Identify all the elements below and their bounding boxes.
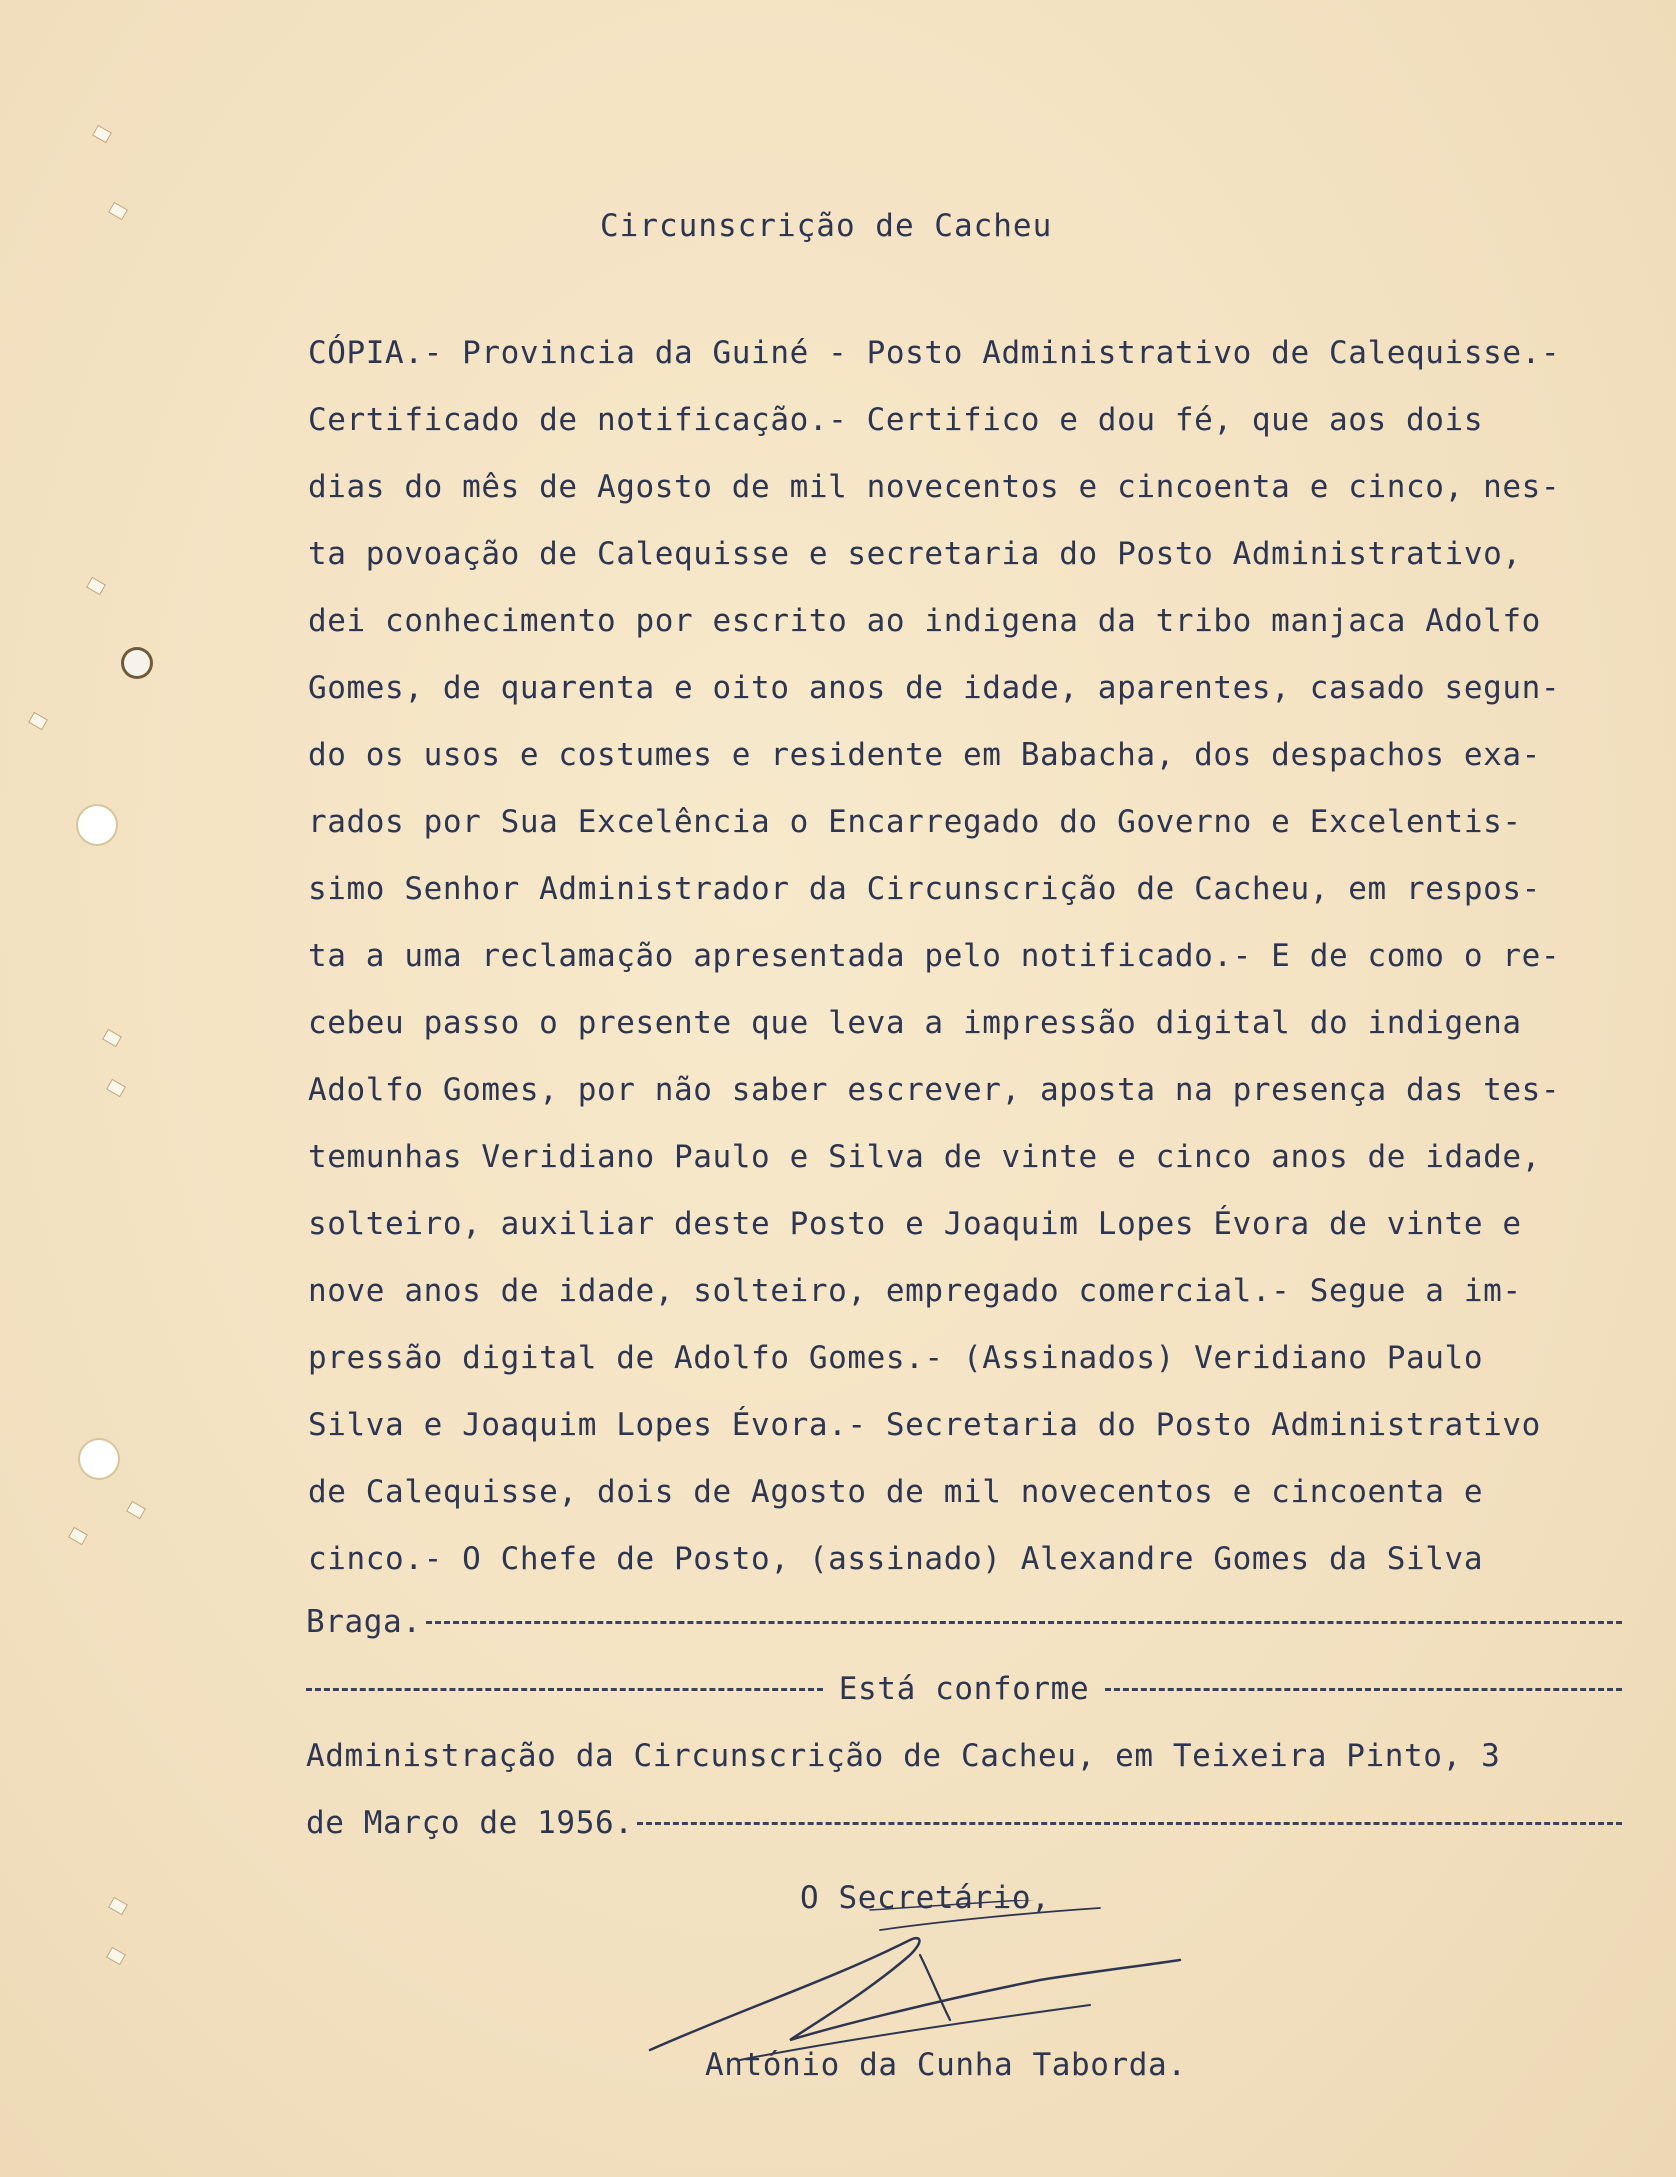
body-line: do os usos e costumes e residente em Babacha, dos despachos exa- (308, 737, 1541, 773)
punch-hole (80, 1440, 118, 1478)
body-line: de Calequisse, dois de Agosto de mil novecentos e cincoenta e (308, 1474, 1484, 1510)
margin-tear (106, 1079, 126, 1097)
filler-dashes (637, 1822, 1622, 1825)
document-title: Circunscrição de Cacheu (600, 208, 1053, 244)
margin-tear (92, 125, 112, 143)
body-line: dias do mês de Agosto de mil novecentos e cincoenta e cinco, nes- (308, 469, 1561, 505)
body-line: dei conhecimento por escrito ao indigena da tribo manjaca Adolfo (308, 603, 1541, 639)
margin-tear (108, 1897, 128, 1915)
margin-tear (28, 712, 48, 730)
punch-hole (78, 806, 116, 844)
body-line: nove anos de idade, solteiro, empregado comercial.- Segue a im- (308, 1273, 1522, 1309)
body-line: cinco.- O Chefe de Posto, (assinado) Alexandre Gomes da Silva (308, 1541, 1484, 1577)
body-line: pressão digital de Adolfo Gomes.- (Assinados) Veridiano Paulo (308, 1340, 1484, 1376)
body-line: Silva e Joaquim Lopes Évora.- Secretaria do Posto Administrativo (308, 1407, 1541, 1443)
margin-tear (106, 1947, 126, 1965)
body-line: ta povoação de Calequisse e secretaria do Posto Administrativo, (308, 536, 1522, 572)
certificate-body (308, 333, 1628, 1606)
body-line: simo Senhor Administrador da Circunscrição de Cacheu, em respos- (308, 871, 1541, 907)
punch-hole (124, 650, 150, 676)
body-line: Gomes, de quarenta e oito anos de idade, aparentes, casado segun- (308, 670, 1561, 706)
braga-line (306, 1604, 1626, 1640)
signer-name: António da Cunha Taborda. (705, 2047, 1187, 2083)
body-line: Certificado de notificação.- Certifico e dou fé, que aos dois (308, 402, 1484, 438)
date-text: de Março de 1956. (306, 1805, 634, 1841)
admin-text: Administração da Circunscrição de Cacheu, em Teixeira Pinto, 3 (306, 1738, 1501, 1774)
filler-dashes (1105, 1688, 1622, 1691)
conforme-text: Está conforme (838, 1671, 1090, 1707)
admin-line (306, 1738, 1626, 1774)
filler-dashes (306, 1688, 823, 1691)
margin-tear (68, 1527, 88, 1545)
body-line: temunhas Veridiano Paulo e Silva de vinte e cinco anos de idade, (308, 1139, 1541, 1175)
body-line: rados por Sua Excelência o Encarregado do Governo e Excelentis- (308, 804, 1522, 840)
body-line: solteiro, auxiliar deste Posto e Joaquim Lopes Évora de vinte e (308, 1206, 1522, 1242)
filler-dashes (426, 1621, 1622, 1624)
secretary-label: O Secretário, (800, 1880, 1051, 1916)
body-line: CÓPIA.- Provincia da Guiné - Posto Administrativo de Calequisse.- (308, 335, 1561, 371)
date-line (306, 1805, 1626, 1841)
margin-tear (126, 1501, 146, 1519)
conforme-line (306, 1671, 1626, 1707)
body-line: cebeu passo o presente que leva a impressão digital do indigena (308, 1005, 1522, 1041)
body-line: ta a uma reclamação apresentada pelo notificado.- E de como o re- (308, 938, 1561, 974)
body-line: Adolfo Gomes, por não saber escrever, aposta na presença das tes- (308, 1072, 1561, 1108)
braga-text: Braga. (306, 1604, 422, 1640)
margin-tear (86, 577, 106, 595)
margin-tear (102, 1029, 122, 1047)
